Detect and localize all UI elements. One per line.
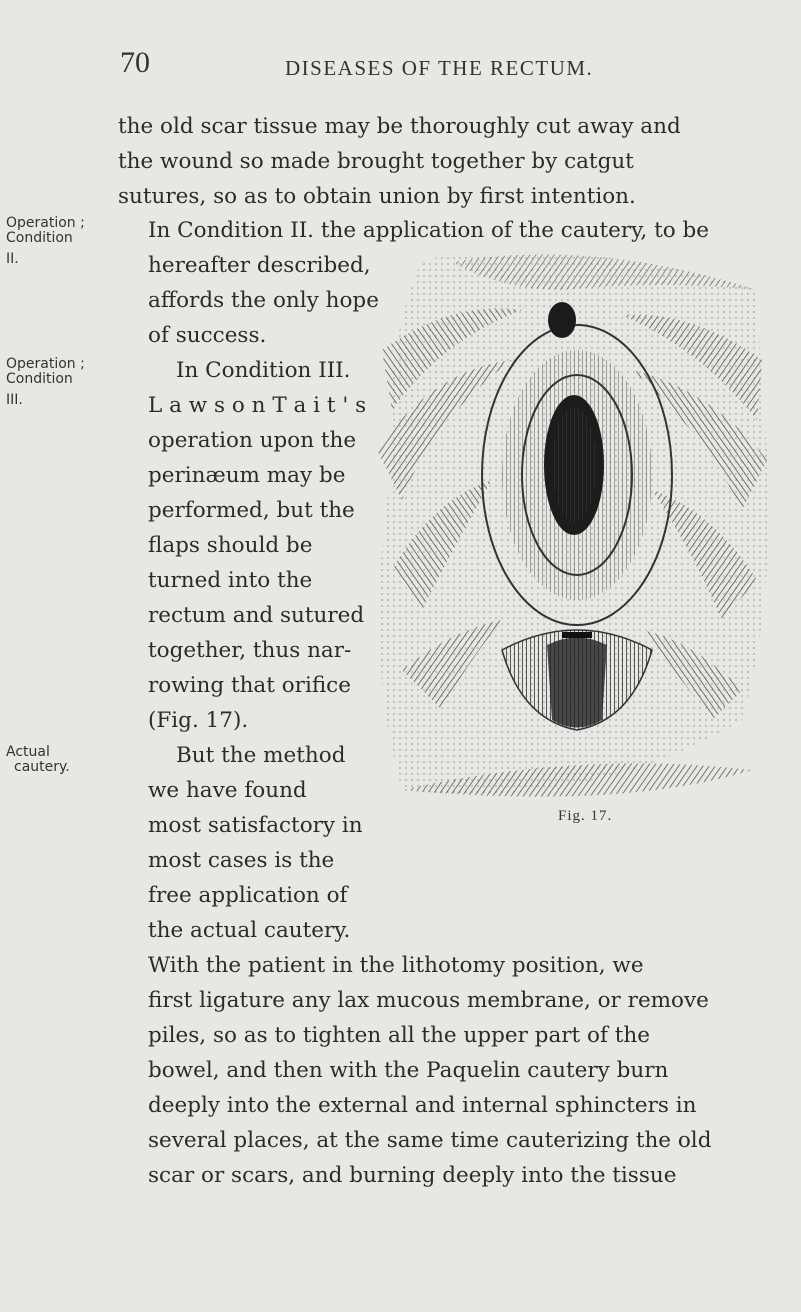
margin-note-line: cautery. — [14, 759, 70, 775]
text-line: rectum and sutured — [148, 603, 365, 628]
margin-note-line: III. — [6, 392, 23, 408]
text-line: flaps should be — [148, 533, 313, 558]
text-line: With the patient in the lithotomy position, we — [148, 953, 644, 978]
text-line: turned into the — [148, 568, 313, 593]
margin-note-line: Operation ; — [6, 215, 85, 231]
text-line: piles, so as to tighten all the upper part of the — [148, 1023, 650, 1048]
text-line: together, thus nar- — [148, 638, 352, 663]
margin-note-actual-cautery — [6, 745, 70, 775]
text-line: But the method — [176, 743, 346, 768]
text-line: operation upon the — [148, 428, 357, 453]
text-line: the wound so made brought together by catgut — [118, 149, 634, 174]
text-line: first ligature any lax mucous membrane, or remove — [148, 988, 709, 1013]
figure-17-illustration — [362, 250, 782, 805]
text-line: bowel, and then with the Paquelin cautery burn — [148, 1058, 669, 1083]
text-line: the old scar tissue may be thoroughly cut away and — [118, 114, 681, 139]
text-line: deeply into the external and internal sphincters in — [148, 1093, 697, 1118]
margin-note-line: Operation ; — [6, 356, 85, 372]
text-line: performed, but the — [148, 498, 355, 523]
figure-caption: Fig. 17. — [558, 808, 613, 824]
text-line: rowing that orifice — [148, 673, 351, 698]
text-line: scar or scars, and burning deeply into the tissue — [148, 1163, 677, 1188]
text-line: L a w s o n T a i t ' s — [148, 393, 367, 418]
text-line: perinæum may be — [148, 463, 346, 488]
text-line: the actual cautery. — [148, 918, 351, 943]
text-line: sutures, so as to obtain union by first intention. — [118, 184, 636, 209]
text-line: In Condition II. the application of the cautery, to be — [148, 218, 709, 243]
text-line: we have found — [148, 778, 307, 803]
margin-note-line: Condition — [6, 371, 73, 387]
text-line: free application of — [148, 883, 348, 908]
text-line: of success. — [148, 323, 267, 348]
page-number: 70 — [120, 46, 150, 79]
text-line: In Condition III. — [176, 358, 351, 383]
text-line: hereafter described, — [148, 253, 371, 278]
margin-note-operation-condition-3 — [6, 357, 85, 408]
text-line: several places, at the same time cauterizing the old — [148, 1128, 712, 1153]
margin-note-line: Condition — [6, 230, 73, 246]
margin-note-operation-condition-2 — [6, 216, 85, 267]
text-line: affords the only hope — [148, 288, 379, 313]
text-line: most cases is the — [148, 848, 335, 873]
text-line: most satisfactory in — [148, 813, 363, 838]
margin-note-line: Actual — [6, 744, 50, 760]
margin-note-line: II. — [6, 251, 19, 267]
running-title: DISEASES OF THE RECTUM. — [285, 56, 594, 80]
text-line: (Fig. 17). — [148, 708, 249, 733]
